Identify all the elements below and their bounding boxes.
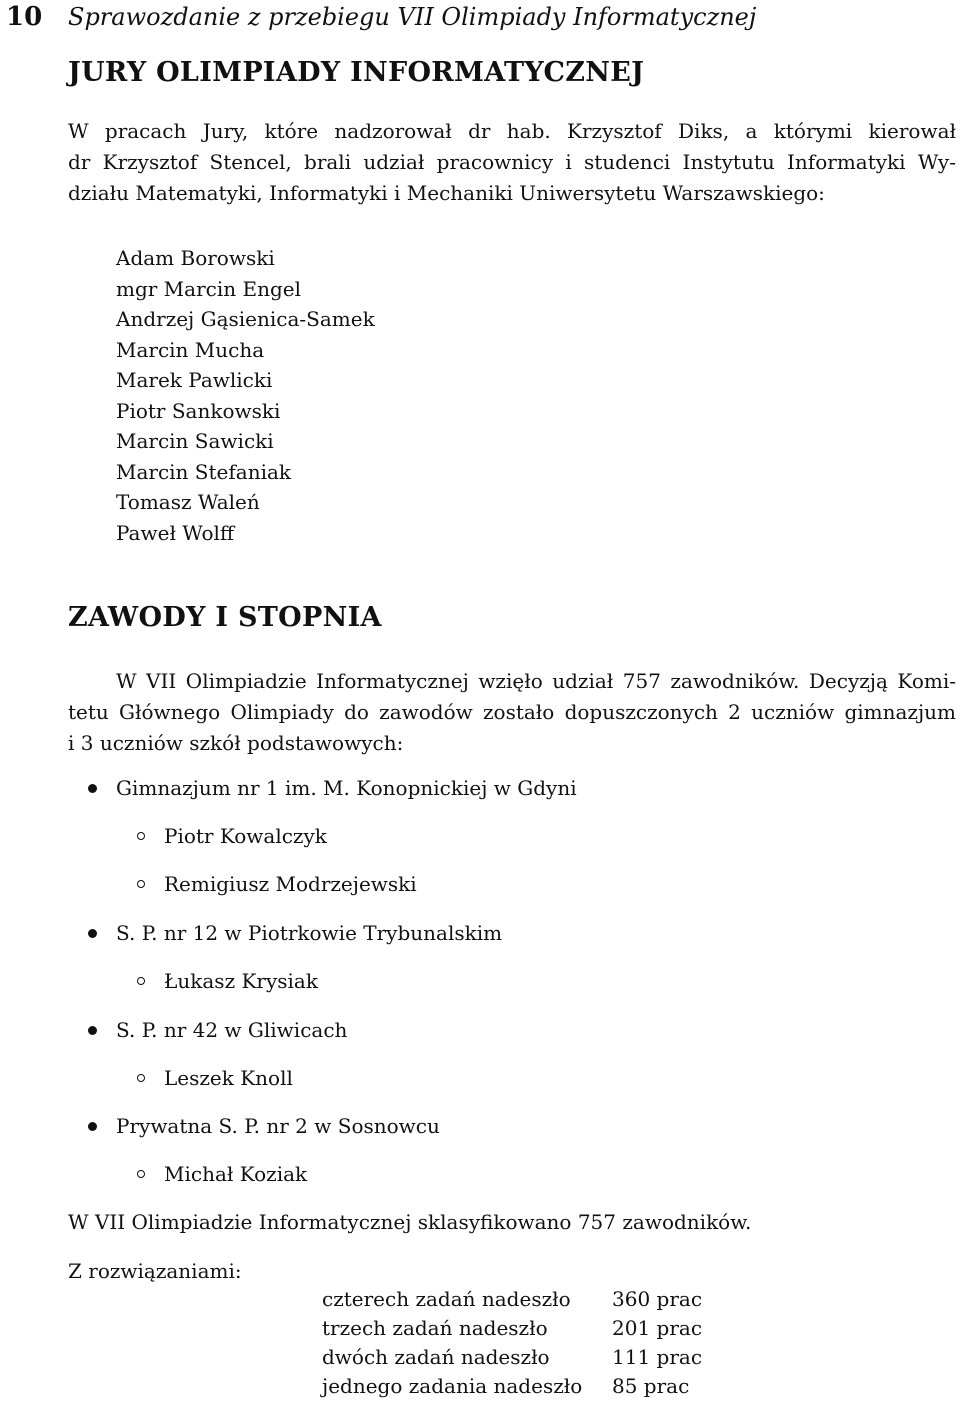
jury-member: Tomasz Waleń <box>116 490 260 514</box>
jury-members-list <box>116 243 375 548</box>
solutions-row-value: 201 prac <box>612 1316 703 1340</box>
bullet-icon <box>88 784 97 793</box>
jury-member: Andrzej Gąsienica-Samek <box>116 307 375 331</box>
zawody-intro <box>68 666 956 759</box>
solutions-row-label: dwóch zadań nadeszło <box>322 1345 550 1369</box>
jury-intro-line: działu Matematyki, Informatyki i Mechaniki Uniwersytetu Warszawskiego: <box>68 181 825 205</box>
solutions-label: Z rozwiązaniami: <box>68 1259 242 1283</box>
jury-member: Marek Pawlicki <box>116 368 273 392</box>
solutions-row-value: 85 prac <box>612 1374 690 1398</box>
circle-bullet-icon <box>137 1074 145 1082</box>
circle-bullet-icon <box>137 880 145 888</box>
classified-text: W VII Olimpiadzie Informatycznej sklasyfikowano 757 zawodników. <box>68 1210 752 1234</box>
solutions-row <box>322 1314 702 1343</box>
jury-heading: JURY OLIMPIADY INFORMATYCZNEJ <box>68 57 645 88</box>
jury-member: Piotr Sankowski <box>116 398 281 423</box>
running-title: Sprawozdanie z przebiegu VII Olimpiady Informatycznej <box>68 3 757 31</box>
solutions-row-value: 360 prac <box>612 1287 703 1311</box>
jury-member: Marcin Stefaniak <box>116 459 292 484</box>
zawody-intro-line: tetu Głównego Olimpiady do zawodów zostało dopuszczonych 2 uczniów gimnazjum <box>68 700 956 724</box>
bullet-icon <box>88 1026 97 1035</box>
school-name: S. P. nr 12 w Piotrkowie Trybunalskim <box>116 921 503 945</box>
circle-bullet-icon <box>137 977 145 985</box>
solutions-row-label: jednego zadania nadeszło <box>322 1374 583 1398</box>
student-name: Leszek Knoll <box>164 1066 293 1090</box>
jury-intro <box>68 116 956 209</box>
solutions-row <box>322 1343 702 1372</box>
jury-member: Marcin Sawicki <box>116 429 274 453</box>
jury-intro-line: W pracach Jury, które nadzorował dr hab. Krzysztof Diks, a którymi kierował <box>68 119 956 143</box>
solutions-row <box>322 1285 702 1314</box>
zawody-intro-line: i 3 uczniów szkół podstawowych: <box>68 731 404 755</box>
jury-member: Marcin Mucha <box>116 337 265 362</box>
school-name: S. P. nr 42 w Gliwicach <box>116 1018 348 1042</box>
jury-member: mgr Marcin Engel <box>116 276 301 301</box>
student-name: Michał Koziak <box>164 1162 308 1186</box>
jury-member: Adam Borowski <box>116 246 275 270</box>
student-name: Piotr Kowalczyk <box>164 824 327 848</box>
page-number: 10 <box>6 2 43 32</box>
student-name: Łukasz Krysiak <box>164 969 318 993</box>
jury-member: Paweł Wolff <box>116 520 235 545</box>
solutions-row <box>322 1372 702 1401</box>
solutions-table <box>322 1285 702 1401</box>
jury-intro-line: dr Krzysztof Stencel, brali udział pracownicy i studenci Instytutu Informatyki Wy- <box>68 150 956 174</box>
zawody-intro-line: W VII Olimpiadzie Informatycznej wzięło udział 757 zawodników. Decyzją Komi- <box>116 669 956 693</box>
zawody-heading: ZAWODY I STOPNIA <box>68 602 382 633</box>
circle-bullet-icon <box>137 1170 145 1178</box>
solutions-row-label: trzech zadań nadeszło <box>322 1316 548 1340</box>
school-name: Gimnazjum nr 1 im. M. Konopnickiej w Gdyni <box>116 776 577 800</box>
circle-bullet-icon <box>137 832 145 840</box>
solutions-row-label: czterech zadań nadeszło <box>322 1287 571 1311</box>
bullet-icon <box>88 929 97 938</box>
bullet-icon <box>88 1122 97 1131</box>
student-name: Remigiusz Modrzejewski <box>164 872 417 896</box>
school-name: Prywatna S. P. nr 2 w Sosnowcu <box>116 1114 440 1138</box>
solutions-row-value: 111 prac <box>612 1345 703 1369</box>
